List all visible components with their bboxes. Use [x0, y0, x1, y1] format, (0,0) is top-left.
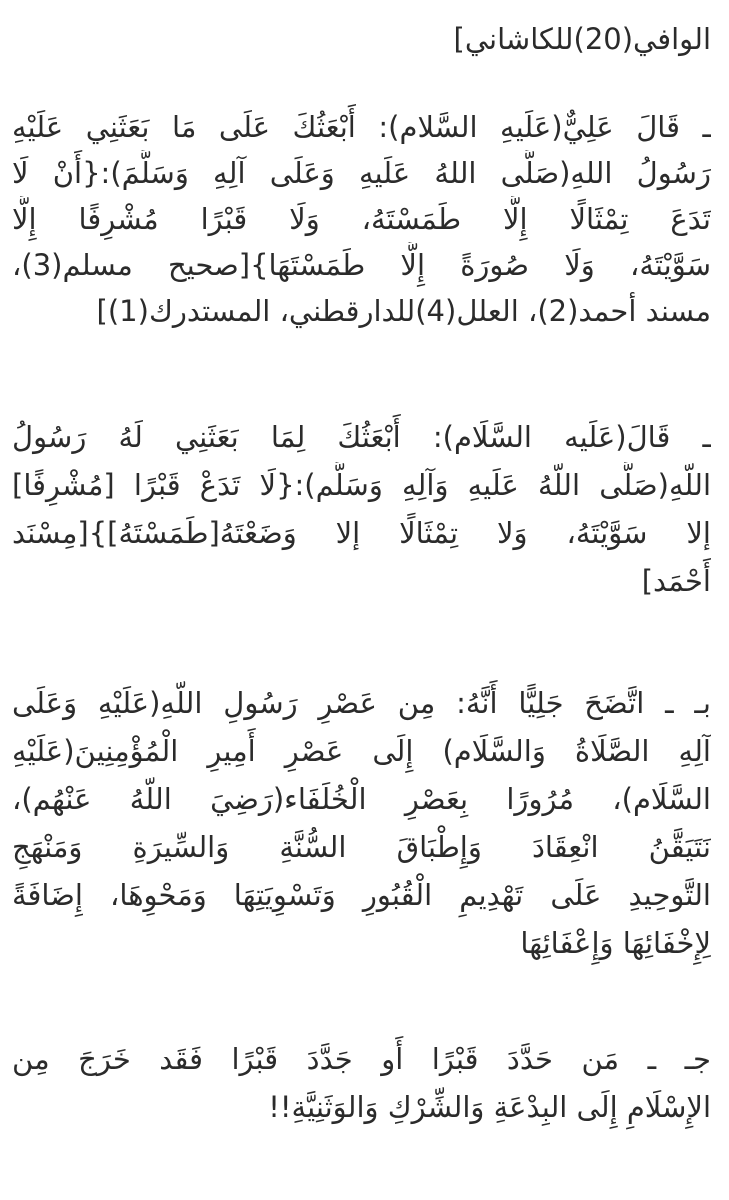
text-line: السَّلَام)، مُرُورًا بِعَصْرِ الْخُلَفَاء(رَضِيَ اللّهُ عَنْهُم)،: [12, 782, 711, 816]
text-line: مسند أحمد(2)، العلل(4)للدارقطني، المستدرك(1)]: [96, 294, 711, 328]
text-line: التَّوحِيدِ عَلَى تَهْدِيمِ الْقُبُورِ وَتَسْوِيَتِهَا وَمَحْوِهَا، إِضَافَةً: [12, 878, 711, 912]
text-line: سَوَّيْتَهُ، وَلَا صُورَةً إِلَّا طَمَسْتَهَا}[صحيح مسلم(3)،: [12, 248, 711, 282]
text-line: تَدَعَ تِمْثَالًا إِلَّا طَمَسْتَهُ، وَلَا قَبْرًا مُشْرِفًا إِلَّا: [12, 202, 711, 236]
text-line: لِإِخْفَائِهَا وَإِعْفَائِهَا: [520, 926, 711, 960]
text-line: آلِهِ الصَّلَاةُ وَالسَّلَام) إِلَى عَصْرِ أَمِيرِ الْمُؤْمِنِينَ(عَلَيْهِ: [12, 734, 711, 768]
text-line: جـ ـ مَن حَدَّدَ قَبْرًا أَو جَدَّدَ قَبْرًا فَقَد خَرَجَ مِن: [12, 1042, 711, 1076]
text-line: اللّهِ(صَلَّى اللّهُ عَلَيهِ وَآلِهِ وَسَلَّم):{لَا تَدَعْ قَبْرًا [مُشْرِفًا]: [12, 468, 711, 502]
text-line: رَسُولُ اللهِ(صَلَّى اللهُ عَلَيهِ وَعَلَى آلِهِ وَسَلَّمَ):{أَنْ لَا: [12, 156, 711, 190]
text-line: ـ قَالَ(عَلَيه السَّلَام): أَبْعَثُكَ لِمَا بَعَثَنِي لَهُ رَسُولُ: [12, 420, 711, 454]
document-title: الوافي(20)للكاشاني]: [453, 22, 711, 56]
text-line: إلا سَوَّيْتَهُ، وَلا تِمْثَالًا إلا وَضَعْتَهُ[طَمَسْتَهُ]}[مِسْنَد: [12, 516, 711, 550]
text-line: بـ ـ اتَّضَحَ جَلِيًّا أَنَّهُ: مِن عَصْرِ رَسُولِ اللّهِ(عَلَيْهِ وَعَلَى: [12, 686, 711, 720]
text-line: نَتَيَقَّنُ انْعِقَادَ وَإِطْبَاقَ السُّنَّةِ وَالسِّيرَةِ وَمَنْهَجِ: [12, 830, 711, 864]
text-line: ـ قَالَ عَلِيٌّ(عَلَيهِ السَّلام): أَبْعَثُكَ عَلَى مَا بَعَثَنِي عَلَيْهِ: [12, 110, 711, 144]
text-line: أَحْمَد]: [641, 564, 711, 598]
text-line: الإِسْلَامِ إِلَى البِدْعَةِ وَالشِّرْكِ وَالوَثَنِيَّةِ!!: [268, 1090, 711, 1124]
